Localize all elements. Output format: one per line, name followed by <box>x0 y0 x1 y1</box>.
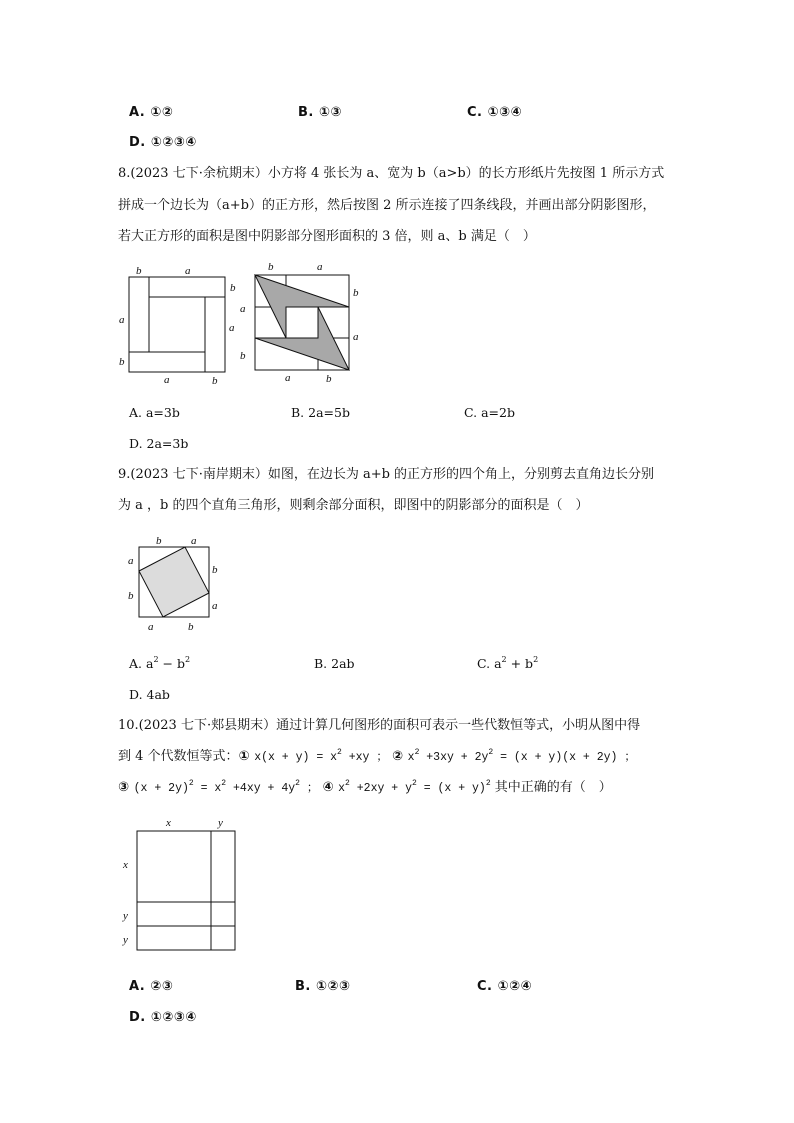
q10-eq4: $x^2 +2xy + y^2 = (x + y)^2$ <box>338 779 491 795</box>
q9-line-2: 为 a ，b 的四个直角三角形，则剩余部分面积，即图中的阴影部分的面积是（ ） <box>118 498 589 513</box>
q8-fig2-label-b-left: b <box>240 350 246 362</box>
q10-eq4-number: ④ <box>322 780 334 795</box>
q8-fig1-label-a-bottom: a <box>164 374 170 386</box>
q10-eq3: $(x + 2y)^2 = x^2 +4xy + 4y^2$ ； <box>133 779 319 795</box>
q9-label-b-left: b <box>128 590 134 602</box>
q9-option-b: B. 2ab <box>314 656 355 671</box>
q7-option-b: B. ①③ <box>298 105 342 120</box>
q10-label-x-top: x <box>166 817 171 829</box>
q9-option-a: A. $a^2 - b^2$ <box>129 655 191 671</box>
q8-fig2-label-a-right: a <box>353 331 359 343</box>
q10-line-3: ③ $(x + 2y)^2 = x^2 +4xy + 4y^2$ ； ④ $x^2 +2xy + y^2 = (x + y)^2$ 其中正确的有（ ） <box>118 779 612 795</box>
q10-option-d: D. ①②③④ <box>129 1010 197 1025</box>
q10-line-1: 10.(2023 七下·郏县期末）通过计算几何图形的面积可表示一些代数恒等式，小明从图中得 <box>118 718 641 733</box>
q9-figure <box>124 533 224 639</box>
q8-fig2-label-b-bottom: b <box>326 373 332 385</box>
q9-label-b-bottom: b <box>188 621 194 633</box>
q10-eq2: $x^2 +3xy + 2y^2 = (x + y)(x + 2y)$ ； <box>407 748 636 764</box>
q10-option-a: A. ②③ <box>129 979 174 994</box>
q8-fig1-label-a-left: a <box>119 314 125 326</box>
q8-fig2-label-a-bottom: a <box>285 372 291 384</box>
q10-figure <box>118 812 243 961</box>
q8-option-c: C. a=2b <box>464 405 515 420</box>
q8-line-1: 8.(2023 七下·余杭期末）小方将 4 张长为 a、宽为 b（a>b）的长方形纸片先按图 1 所示方式 <box>118 166 665 181</box>
q9-label-b-top: b <box>156 535 162 547</box>
q8-line-2: 拼成一个边长为（a+b）的正方形，然后按图 2 所示连接了四条线段，并画出部分阴影图形， <box>118 198 656 213</box>
q8-fig2-label-a-top: a <box>317 261 323 273</box>
q9-label-b-right: b <box>212 564 218 576</box>
q8-option-a: A. a=3b <box>129 405 180 420</box>
q10-label-y-top: y <box>218 817 223 829</box>
q10-eq3-number: ③ <box>118 780 130 795</box>
q10-option-b: B. ①②③ <box>295 979 351 994</box>
q7-option-a: A. ①② <box>129 105 174 120</box>
q8-figure-1 <box>114 260 254 394</box>
q10-eq1-number: ① <box>238 749 251 764</box>
q8-fig1-label-b-left: b <box>119 356 125 368</box>
q10-option-c: C. ①②④ <box>477 979 533 994</box>
q9-label-a-top: a <box>191 535 197 547</box>
q7-option-d: D. ①②③④ <box>129 135 197 150</box>
q8-fig1-label-a-top: a <box>185 265 191 277</box>
q8-fig1-label-a-right: a <box>229 322 235 334</box>
q8-option-b: B. 2a=5b <box>291 405 350 420</box>
q7-option-c: C. ①③④ <box>467 105 523 120</box>
q9-label-a-left: a <box>128 555 134 567</box>
q8-fig2-label-b-top: b <box>268 261 274 273</box>
q8-figure-2 <box>236 256 371 395</box>
q9-line-1: 9.(2023 七下·南岸期末）如图，在边长为 a+b 的正方形的四个角上，分别剪去直角边长分别 <box>118 467 655 482</box>
q10-eq2-number: ② <box>392 749 404 764</box>
q10-label-y-left-2: y <box>123 934 128 946</box>
q8-line-3: 若大正方形的面积是图中阴影部分图形面积的 3 倍，则 a、b 满足（ ） <box>118 229 536 244</box>
q8-fig1-label-b-bottom: b <box>212 375 218 387</box>
q10-label-x-left: x <box>123 859 128 871</box>
q8-fig2-label-b-right: b <box>353 287 359 299</box>
q9-option-c: C. $a^2 + b^2$ <box>477 655 539 671</box>
q8-fig1-label-b-right: b <box>230 282 236 294</box>
q8-fig2-label-a-left: a <box>240 303 246 315</box>
q8-fig1-label-b-top: b <box>136 265 142 277</box>
q9-label-a-bottom: a <box>148 621 154 633</box>
q10-eq1: $x(x + y) = x^2 +xy$ ； <box>254 748 388 764</box>
q10-line-2: 到 4 个代数恒等式：① $x(x + y) = x^2 +xy$ ； ② $x^2 +3xy + 2y^2 = (x + y)(x + 2y)$ ； <box>118 748 636 764</box>
q8-option-d: D. 2a=3b <box>129 436 189 451</box>
q10-label-y-left-1: y <box>123 910 128 922</box>
q9-option-d: D. 4ab <box>129 687 170 702</box>
q9-label-a-right: a <box>212 600 218 612</box>
